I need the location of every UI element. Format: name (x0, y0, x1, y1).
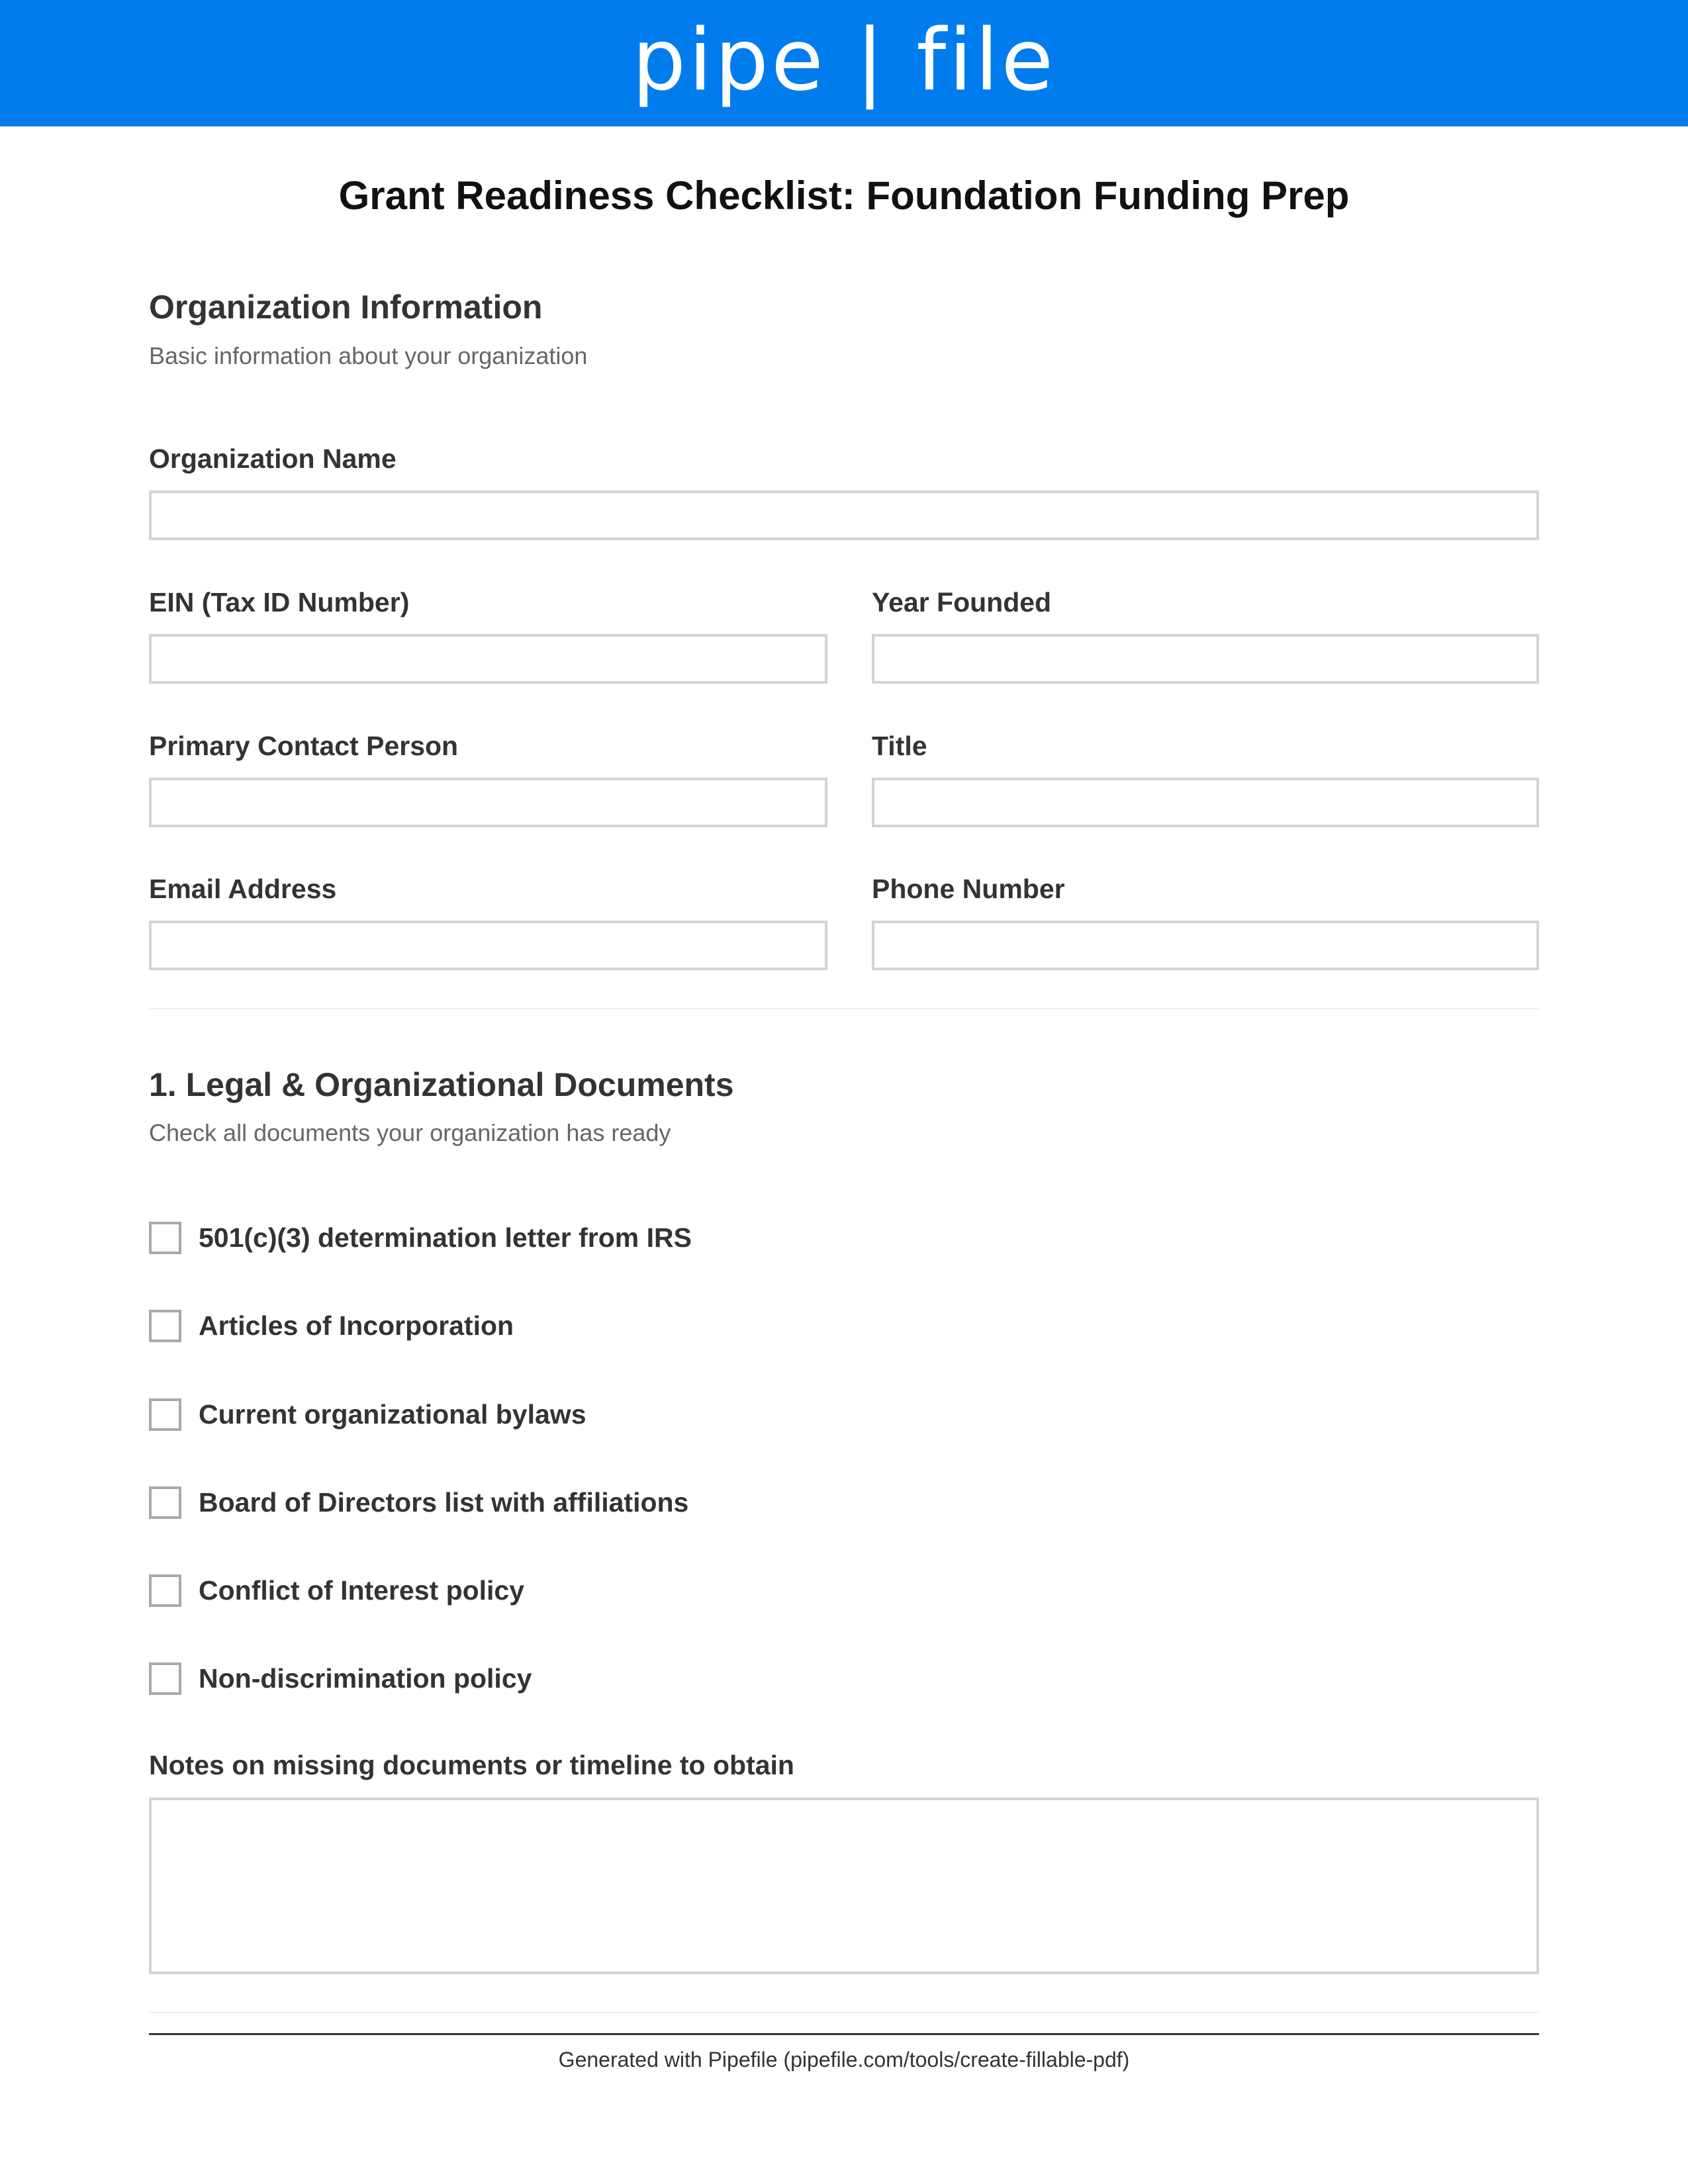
checklist-item-label: Non-discrimination policy (199, 1663, 532, 1694)
checkbox[interactable] (149, 1486, 181, 1519)
checklist-item-label: 501(c)(3) determination letter from IRS (199, 1222, 692, 1253)
notes-textarea[interactable] (149, 1797, 1539, 1974)
contact-title-input[interactable] (872, 778, 1539, 827)
checklist-item-conflict-of-interest-policy[interactable] (149, 1570, 524, 1610)
phone-input[interactable] (872, 921, 1539, 970)
checklist-item-board-list[interactable] (149, 1482, 688, 1522)
checkbox[interactable] (149, 1310, 181, 1342)
year-founded-label: Year Founded (872, 587, 1052, 617)
checkbox[interactable] (149, 1662, 181, 1695)
contact-person-label: Primary Contact Person (149, 731, 459, 761)
checklist-item-non-discrimination-policy[interactable] (149, 1659, 532, 1698)
checkbox[interactable] (149, 1398, 181, 1431)
checklist-item-label: Board of Directors list with affiliations (199, 1487, 689, 1518)
phone-label: Phone Number (872, 874, 1065, 904)
checklist-item-label: Current organizational bylaws (199, 1399, 586, 1430)
legal-docs-heading: 1. Legal & Organizational Documents (149, 1066, 734, 1103)
org-info-heading: Organization Information (149, 289, 543, 326)
checklist-item-label: Conflict of Interest policy (199, 1575, 525, 1606)
contact-person-input[interactable] (149, 778, 827, 827)
brand-header-bar (0, 0, 1688, 126)
org-info-subheading: Basic information about your organization (149, 342, 588, 369)
section-divider (149, 2012, 1539, 2013)
legal-docs-subheading: Check all documents your organization has ready (149, 1119, 671, 1146)
checklist-item-articles-of-incorporation[interactable] (149, 1306, 514, 1345)
org-name-label: Organization Name (149, 443, 397, 474)
footer-rule (149, 2033, 1539, 2035)
contact-title-label: Title (872, 731, 927, 761)
notes-label: Notes on missing documents or timeline to obtain (149, 1750, 794, 1780)
org-name-input[interactable] (149, 490, 1539, 540)
checklist-item-501c3-letter[interactable] (149, 1218, 692, 1257)
checkbox[interactable] (149, 1222, 181, 1254)
ein-input[interactable] (149, 634, 827, 684)
email-input[interactable] (149, 921, 827, 970)
checkbox[interactable] (149, 1574, 181, 1607)
footer-generated-note: Generated with Pipefile (pipefile.com/tools/create-fillable-pdf) (558, 2048, 1130, 2071)
email-label: Email Address (149, 874, 337, 904)
checklist-item-bylaws[interactable] (149, 1394, 586, 1434)
section-divider (149, 1008, 1539, 1009)
checklist-item-label: Articles of Incorporation (199, 1310, 514, 1341)
year-founded-input[interactable] (872, 634, 1539, 684)
document-title: Grant Readiness Checklist: Foundation Funding Prep (338, 173, 1350, 218)
pipefile-logo: pipe | file (632, 11, 1056, 110)
ein-label: EIN (Tax ID Number) (149, 587, 410, 617)
